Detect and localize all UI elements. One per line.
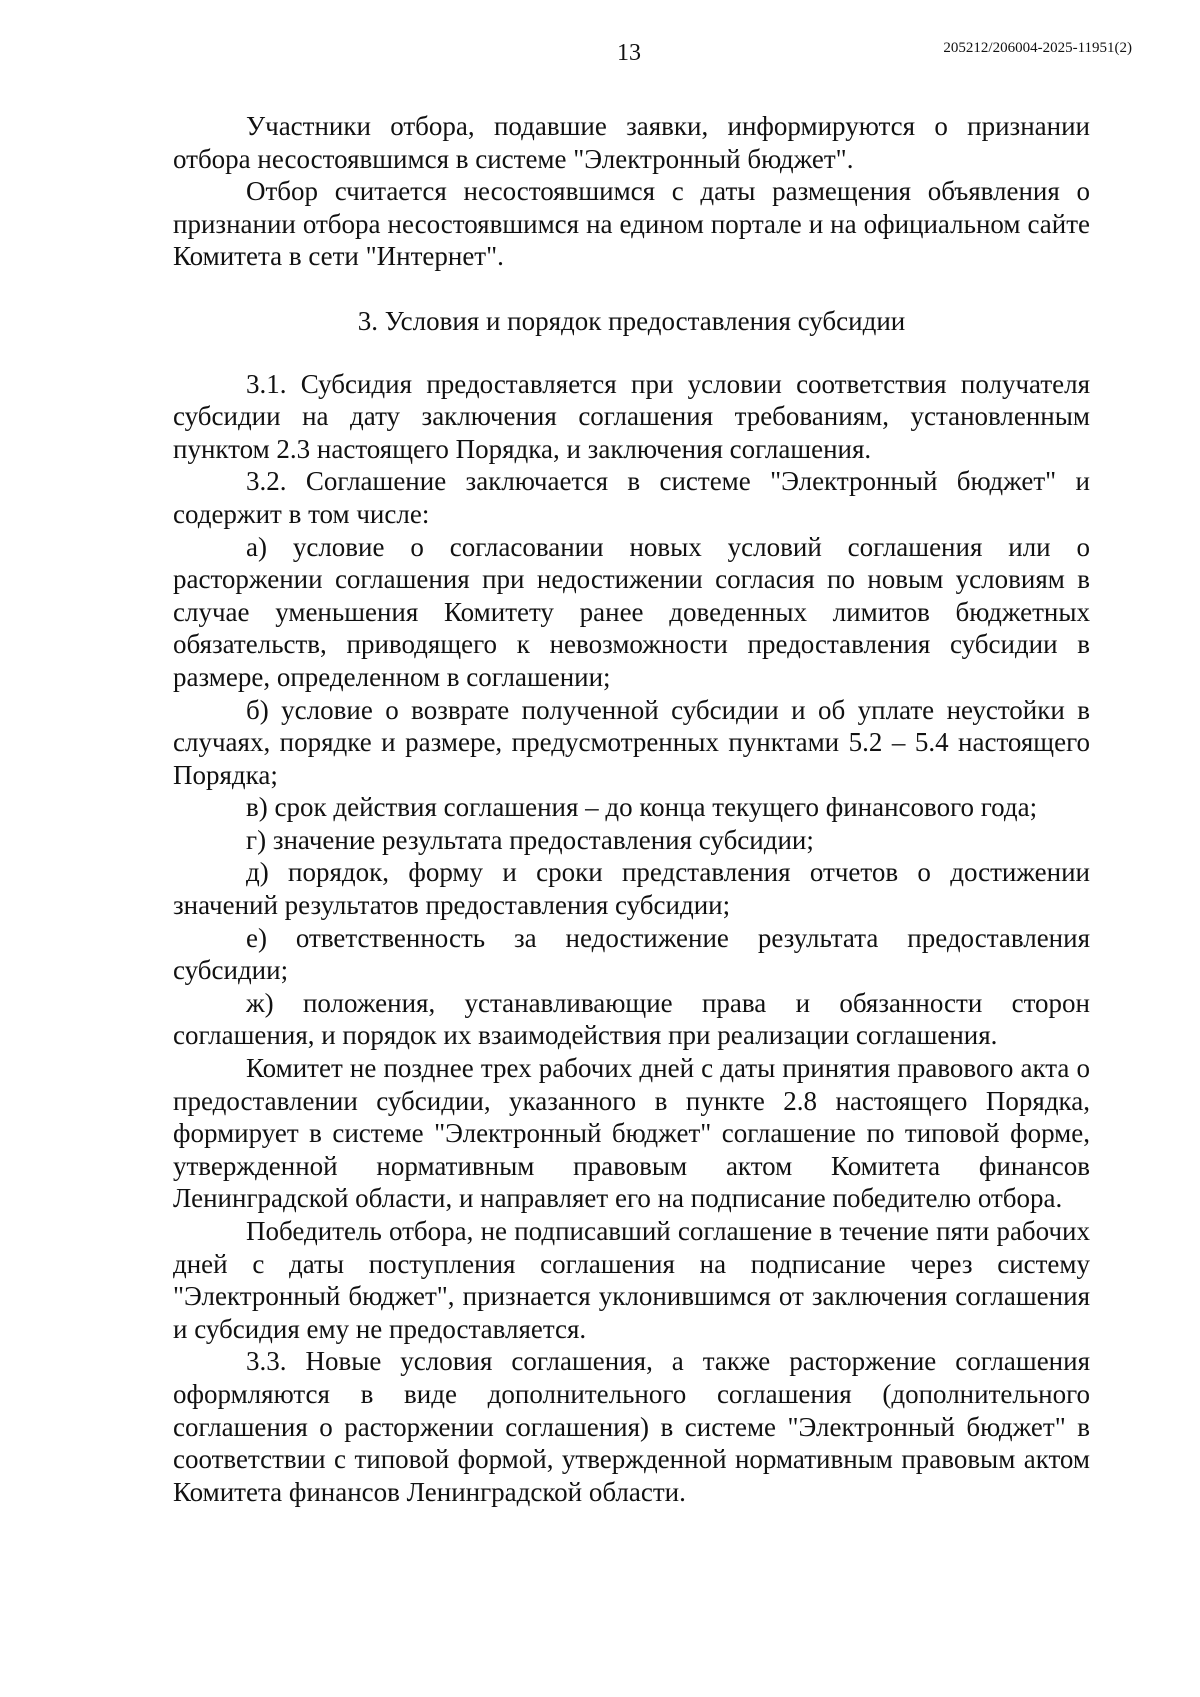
list-item: ж) положения, устанавливающие права и обязанности сторон соглашения, и порядок их взаимодействия при реализации соглашения. bbox=[173, 987, 1090, 1051]
list-item: в) срок действия соглашения – до конца текущего финансового года; bbox=[246, 792, 1038, 823]
page-number: 13 bbox=[617, 40, 641, 66]
document-body bbox=[173, 110, 1090, 1508]
list-item: а) условие о согласовании новых условий соглашения или о расторжении соглашения при недостижении согласия по новым условиям в случае уменьшения Комитету ранее доведенных лимитов бюджетных обязательств, приводящего к невозможности предоставления субсидии в размере, определенном в соглашении; bbox=[173, 531, 1090, 692]
paragraph: Комитет не позднее трех рабочих дней с даты принятия правового акта о предоставлении субсидии, указанного в пункте 2.8 настоящего Порядка, формирует в системе "Электронный бюджет" соглашение по типовой форме, утвержденной нормативным правовым актом Комитета финансов Ленинградской области, и направляет его на подписание победителю отбора. bbox=[173, 1053, 1090, 1214]
section-title: 3. Условия и порядок предоставления субсидии bbox=[357, 305, 906, 336]
list-item: д) порядок, форму и сроки представления отчетов о достижении значений результатов предоставления субсидии; bbox=[173, 857, 1090, 921]
paragraph: 3.3. Новые условия соглашения, а также расторжение соглашения оформляются в виде дополнительного соглашения (дополнительного соглашения о расторжении соглашения) в системе "Электронный бюджет" в соответствии с типовой формой, утвержденной нормативным правовым актом Комитета финансов Ленинградской области. bbox=[173, 1346, 1090, 1507]
list-item: б) условие о возврате полученной субсидии и об уплате неустойки в случаях, порядке и размере, предусмотренных пунктами 5.2 – 5.4 настоящего Порядка; bbox=[173, 694, 1090, 790]
paragraph: 3.1. Субсидия предоставляется при условии соответствия получателя субсидии на дату заключения соглашения требованиям, установленным пунктом 2.3 настоящего Порядка, и заключения соглашения. bbox=[173, 368, 1090, 464]
document-id: 205212/206004-2025-11951(2) bbox=[943, 40, 1132, 56]
list-item: е) ответственность за недостижение результата предоставления субсидии; bbox=[173, 922, 1090, 986]
paragraph: 3.2. Соглашение заключается в системе "Электронный бюджет" и содержит в том числе: bbox=[173, 466, 1090, 529]
paragraph: Участники отбора, подавшие заявки, информируются о признании отбора несостоявшимся в системе "Электронный бюджет". bbox=[173, 111, 1090, 174]
paragraph: Отбор считается несостоявшимся с даты размещения объявления о признании отбора несостоявшимся на едином портале и на официальном сайте Комитета в сети "Интернет". bbox=[173, 176, 1090, 272]
list-item: г) значение результата предоставления субсидии; bbox=[246, 824, 814, 855]
paragraph: Победитель отбора, не подписавший соглашение в течение пяти рабочих дней с даты поступления соглашения на подписание через систему "Электронный бюджет", признается уклонившимся от заключения соглашения и субсидия ему не предоставляется. bbox=[173, 1216, 1090, 1344]
